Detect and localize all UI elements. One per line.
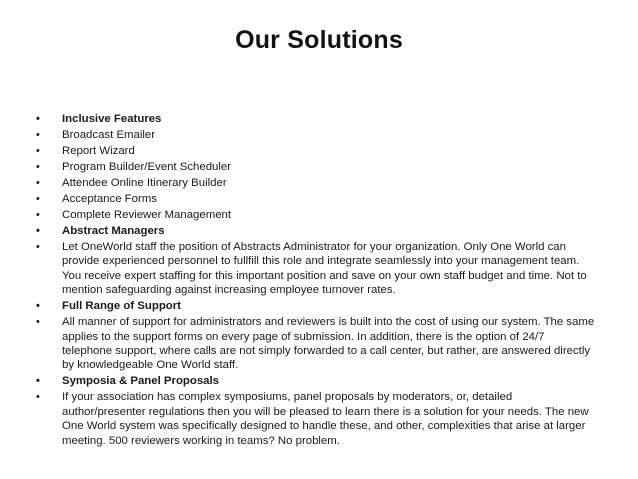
item-text: If your association has complex symposiums, panel proposals by moderators, or, detailed author/presenter regulations then you will be pleased to learn there is a solution for your needs. The new One World system was specifically designed to handle these, and other, complexities that arise at larger meeting. 500 reviewers working in teams? No problem. <box>62 391 589 447</box>
list-item <box>36 374 596 388</box>
list-item <box>36 224 596 238</box>
list-item <box>36 144 596 158</box>
list-item <box>36 240 596 298</box>
item-text: Symposia & Panel Proposals <box>62 375 219 388</box>
bullet-icon: • <box>36 113 40 125</box>
item-text: Acceptance Forms <box>62 193 157 205</box>
bullet-icon: • <box>36 316 40 329</box>
bullet-icon: • <box>36 209 40 221</box>
item-text: Broadcast Emailer <box>62 129 156 141</box>
item-text: Inclusive Features <box>62 113 162 125</box>
list-item <box>36 390 596 448</box>
list-item <box>36 112 596 126</box>
list-item <box>36 128 596 142</box>
bullet-icon: • <box>36 391 40 404</box>
list-item <box>36 299 596 313</box>
bullet-icon: • <box>36 177 40 189</box>
bullet-icon: • <box>36 193 40 205</box>
bullet-icon: • <box>36 129 40 141</box>
item-text: Complete Reviewer Management <box>62 209 232 221</box>
item-text: Attendee Online Itinerary Builder <box>62 177 227 189</box>
bullet-icon: • <box>36 375 40 388</box>
list-item <box>36 208 596 222</box>
item-text: Program Builder/Event Scheduler <box>62 161 232 173</box>
slide-title: Our Solutions <box>235 26 403 54</box>
bullet-icon: • <box>36 300 40 313</box>
item-text: Full Range of Support <box>62 300 181 313</box>
list-item <box>36 192 596 206</box>
list-item <box>36 160 596 174</box>
item-text: Let OneWorld staff the position of Abstracts Administrator for your organization. Only One World can provide experienced personnel to fullfill this role and integrate seamlessly into your management team. You receive expert staffing for this important position and save on your own staff budget and time. Not to mention safeguarding against increasing employee turnover rates. <box>62 241 587 297</box>
list-item <box>36 176 596 190</box>
bullet-icon: • <box>36 161 40 173</box>
item-text: Report Wizard <box>62 145 135 157</box>
bullet-icon: • <box>36 225 40 237</box>
bullet-icon: • <box>36 241 40 253</box>
bullet-list <box>36 112 596 450</box>
bullet-icon: • <box>36 145 40 157</box>
item-text: All manner of support for administrators and reviewers is built into the cost of using our system. The same applies to the support forms on every page of submission. In addition, there is the option of 24/7 telephone support, where calls are not simply forwarded to a call center, but rather, are answered directly by knowledgeable One World staff. <box>62 316 595 372</box>
item-text: Abstract Managers <box>62 225 165 237</box>
list-item <box>36 315 596 373</box>
